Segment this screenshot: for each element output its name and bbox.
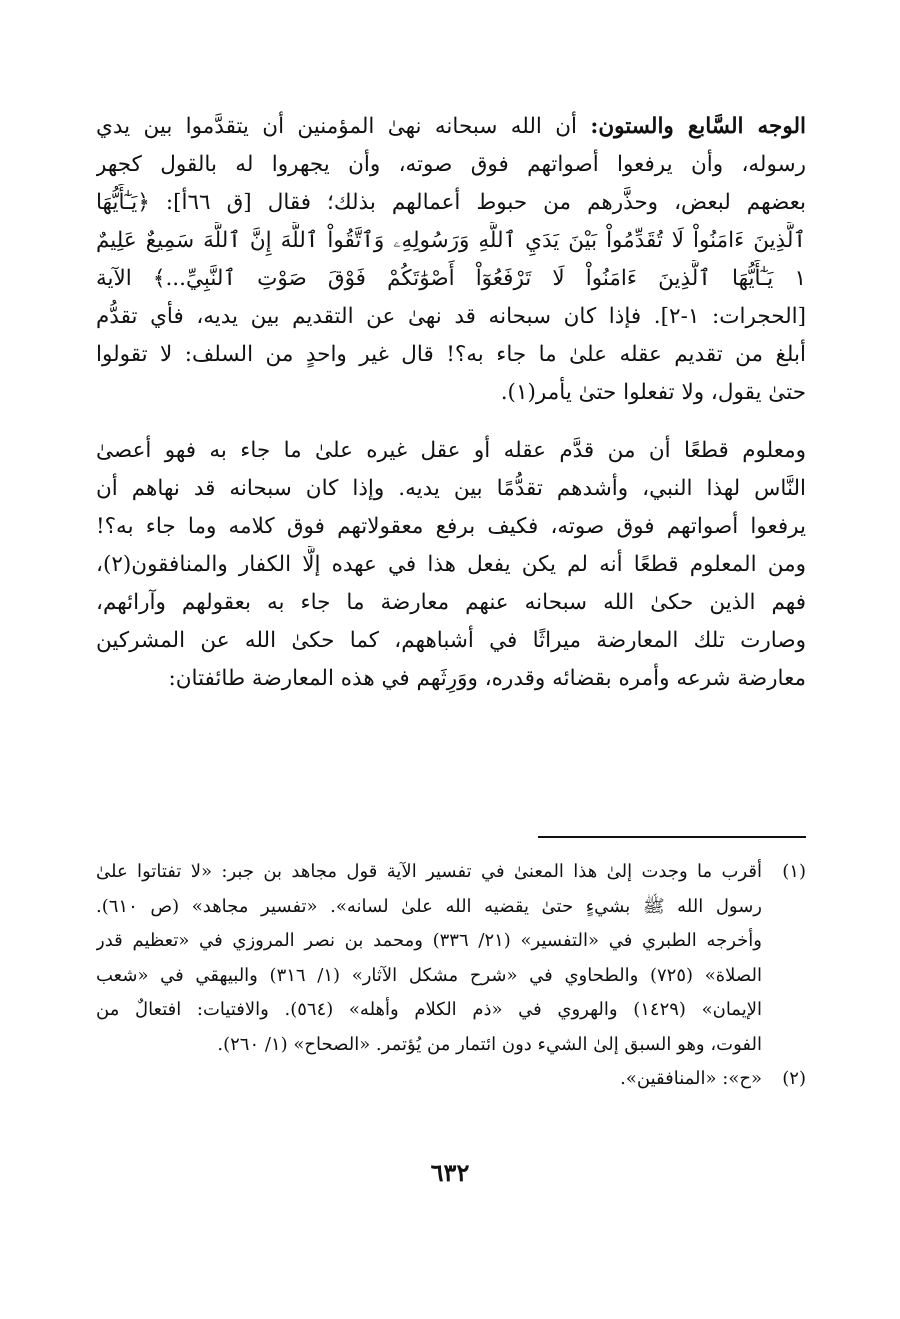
body-text: أن الله سبحانه نهىٰ المؤمنين أن يتقدَّموا بين يدي <box>96 114 578 139</box>
quran-verse-line: ١ يَـٰٓأَيُّهَا ٱلَّذِينَ ءَامَنُواْ لَا تَرْفَعُوٓاْ أَصْوَٰتَكُمْ فَوْقَ صَوْتِ ٱلنَّبِيِّ...﴾ الآية <box>96 266 806 291</box>
body-line: رسوله، وأن يرفعوا أصواتهم فوق صوته، وأن يجهروا له بالقول كجهر <box>96 152 806 177</box>
footnote-number: (٢) <box>782 1068 806 1089</box>
paragraph-gap <box>96 412 806 432</box>
body-line: فهم الذين حكىٰ الله سبحانه عنهم معارضة ما جاء به بعقولهم وآرائهم، <box>96 590 806 615</box>
body-line: معارضة شرعه وأمره بقضائه وقدره، ووَرِثَهم في هذه المعارضة طائفتان: <box>168 666 806 691</box>
main-text <box>96 108 806 698</box>
footnote-line <box>96 1062 806 1097</box>
footnote-line: الصلاة» (٧٢٥) والطحاوي في «شرح مشكل الآثار» (١/ ٣١٦) والبيهقي في «شعب <box>96 964 762 986</box>
footnote-line: رسول الله ﷺ بشيءٍ حتىٰ يقضيه الله علىٰ لسانه». «تفسير مجاهد» (ص ٦١٠). <box>96 895 762 917</box>
body-line: حتىٰ يقول، ولا تفعلوا حتىٰ يأمر(١). <box>500 380 806 405</box>
footnote-line <box>96 855 806 890</box>
body-line: ومعلوم قطعًا أن من قدَّم عقله أو عقل غيره علىٰ ما جاء به فهو أعصىٰ <box>96 438 806 463</box>
footnote-text: «ح»: «المنافقين». <box>620 1068 762 1089</box>
footnote-number: (١) <box>782 861 806 882</box>
body-line: يرفعوا أصواتهم فوق صوته، فكيف برفع معقولاتهم فوق كلامه وما جاء به؟! <box>96 514 806 539</box>
footnote-separator <box>538 836 806 838</box>
footnotes <box>96 855 806 1097</box>
footnote-text: أقرب ما وجدت إلىٰ هذا المعنىٰ في تفسير الآية قول مجاهد بن جبر: «لا تفتاتوا علىٰ <box>96 861 762 882</box>
section-heading: الوجه السَّابع والستون: <box>590 114 806 139</box>
page-number: ٦٣٢ <box>430 1158 470 1187</box>
footnote-line: الإيمان» (١٤٢٩) والهروي في «ذم الكلام وأهله» (٥٦٤). والافتيات: افتعالٌ من <box>96 999 762 1020</box>
body-line: [الحجرات: ١-٢]. فإذا كان سبحانه قد نهىٰ عن التقديم بين يديه، فأي تقدُّم <box>96 304 806 329</box>
footnote-line: الفوت، وهو السبق إلىٰ الشيء دون ائتمار من يُؤتمر. «الصحاح» (١/ ٢٦٠). <box>217 1033 762 1055</box>
body-line: النَّاس لهذا النبي، وأشدهم تقدُّمًا بين يديه. وإذا كان سبحانه قد نهاهم أن <box>96 476 806 501</box>
body-line: وصارت تلك المعارضة ميراثًا في أشباههم، كما حكىٰ الله عن المشركين <box>96 628 806 653</box>
quran-verse-line: ٱلَّذِينَ ءَامَنُواْ لَا تُقَدِّمُواْ بَيْنَ يَدَيِ ٱللَّهِ وَرَسُولِهِۦ وَٱتَّقُواْ ٱللَّهَ إِنَّ ٱللَّهَ سَمِيعٌ عَلِيمٌ <box>96 228 806 253</box>
body-line: بعضهم لبعض، وحذَّرهم من حبوط أعمالهم بذلك؛ فقال [ق ٦٦أ]: ﴿يَـٰٓأَيُّهَا <box>96 190 806 215</box>
body-line: أبلغ من تقديم عقله علىٰ ما جاء به؟! قال غير واحدٍ من السلف: لا تقولوا <box>96 342 806 367</box>
footnote-line: وأخرجه الطبري في «التفسير» (٢١/ ٣٣٦) ومحمد بن نصر المروزي في «تعظيم قدر <box>96 930 762 951</box>
body-line <box>96 108 806 146</box>
body-line: ومن المعلوم قطعًا أنه لم يكن يفعل هذا في عهده إلَّا الكفار والمنافقون(٢)، <box>96 552 806 577</box>
